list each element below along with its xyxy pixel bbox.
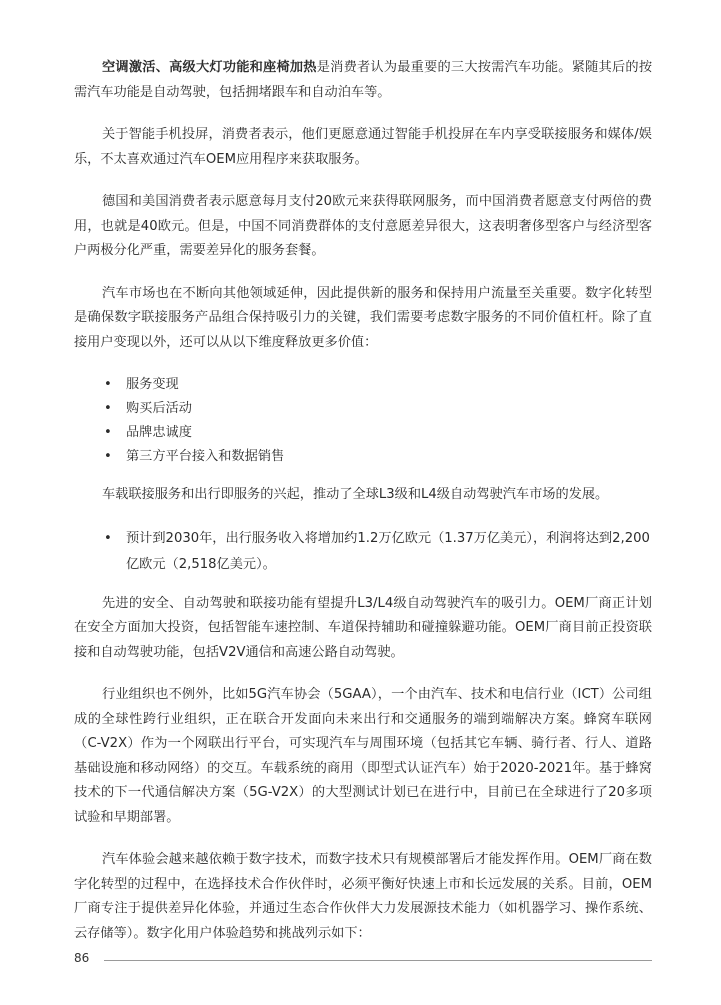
list-item: • 预计到2030年，出行服务收入将增加约1.2万亿欧元（1.37万亿美元），利润将达到2,200亿欧元（2,518亿美元）。 (74, 526, 652, 578)
paragraph-digital-experience: 汽车体验会越来越依赖于数字技术，而数字技术只有规模部署后才能发挥作用。OEM厂商在数字化转型的过程中，在选择技术合作伙伴时，必须平衡好快速上市和长远发展的关系。目前，OEM厂商专注于提供差异化体验，并通过生态合作伙伴大力发展源技术能力（如机器学习、操作系统、云存储等）。数字化用户体验趋势和挑战列示如下： (74, 852, 652, 941)
bullet-icon: • (104, 530, 112, 546)
paragraph-safety-investment: 先进的安全、自动驾驶和联接功能有望提升L3/L4级自动驾驶汽车的吸引力。OEM厂商正计划在安全方面加大投资，包括智能车速控制、车道保持辅助和碰撞躲避功能。OEM厂商目前正投资联接和自动驾驶功能，包括V2V通信和高速公路自动驾驶。 (74, 595, 652, 660)
bullet-icon: • (104, 377, 112, 392)
paragraph-market-extension: 汽车市场也在不断向其他领域延伸，因此提供新的服务和保持用户流量至关重要。数字化转型是确保数字联接服务产品组合保持吸引力的关键，我们需要考虑数字服务的不同价值杠杆。除了直接用户变现以外，还可以从以下维度释放更多价值： (74, 285, 652, 350)
bullet-icon: • (104, 401, 112, 416)
list-item: • 购买后活动 (74, 397, 652, 421)
paragraph-willingness-to-pay: 德国和美国消费者表示愿意每月支付20欧元来获得联网服务，而中国消费者愿意支付两倍的费用，也就是40欧元。但是，中国不同消费群体的支付意愿差异很大，这表明奢侈型客户与经济型客户两极分化严重，需要差异化的服务套餐。 (74, 194, 652, 258)
paragraph-top-features (74, 56, 652, 105)
page-number: 86 (74, 951, 90, 965)
paragraph-smartphone-projection: 关于智能手机投屏，消费者表示，他们更愿意通过智能手机投屏在车内享受联接服务和媒体/娱乐，不太喜欢通过汽车OEM应用程序来获取服务。 (74, 127, 652, 167)
paragraph-autonomous-market: 车载联接服务和出行即服务的兴起，推动了全球L3级和L4级自动驾驶汽车市场的发展。 (102, 487, 609, 502)
bullet-icon: • (104, 449, 112, 464)
value-dimensions-list (74, 373, 652, 469)
footer-divider (104, 960, 652, 961)
list-item: • 品牌忠诚度 (74, 421, 652, 445)
page-footer (74, 951, 652, 971)
highlight-text: 空调激活、高级大灯功能和座椅加热 (102, 60, 317, 75)
page-body (74, 56, 652, 946)
paragraph-industry-organizations: 行业组织也不例外，比如5G汽车协会（5GAA），一个由汽车、技术和电信行业（ICT）公司组成的全球性跨行业组织，正在联合开发面向未来出行和交通服务的端到端解决方案。蜂窝车联网（C-V2X）作为一个网联出行平台，可实现汽车与周围环境（包括其它车辆、骑行者、行人、道路基础设施和移动网络）的交互。车载系统的商用（即型式认证汽车）始于2020-2021年。基于蜂窝技术的下一代通信解决方案（5G-V2X）的大型测试计划已在进行中，目前已在全球进行了20多项试验和早期部署。 (74, 687, 652, 825)
bullet-icon: • (104, 425, 112, 440)
list-item: • 服务变现 (74, 373, 652, 397)
forecast-list (74, 526, 652, 578)
paragraph-text: 是消费者认为最重要的三大按需汽车功能。紧随其后的按需汽车功能是自动驾驶，包括拥堵跟车和自动泊车等。 (74, 60, 653, 100)
list-item: • 第三方平台接入和数据销售 (74, 445, 652, 469)
